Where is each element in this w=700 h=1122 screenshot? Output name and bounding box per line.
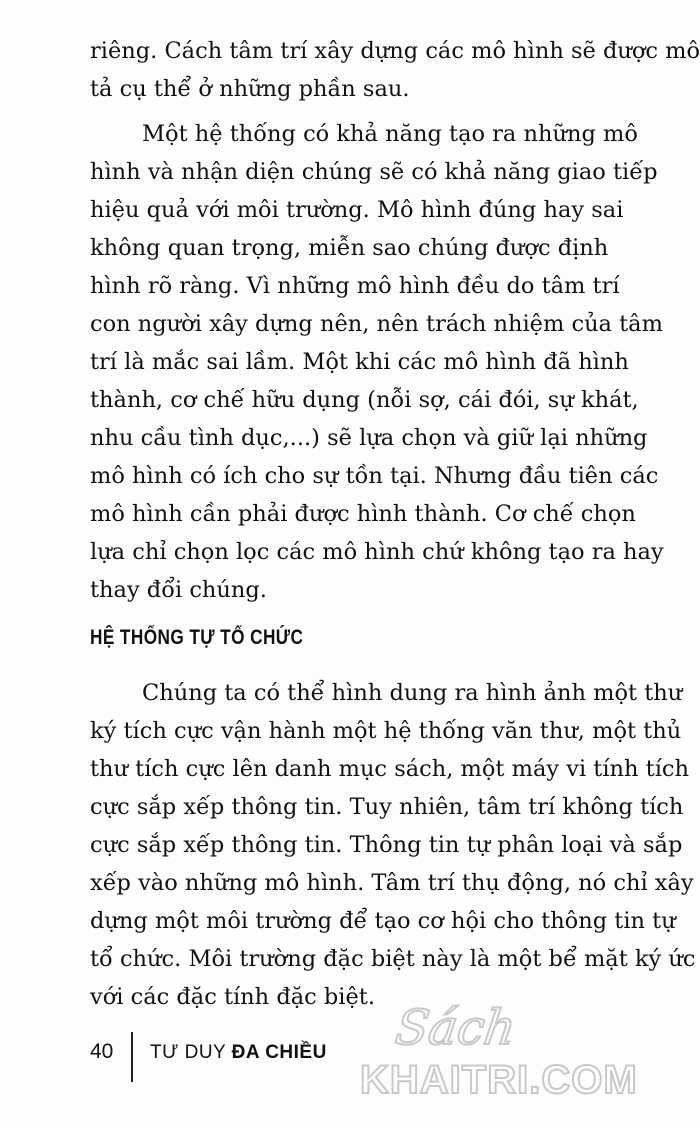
watermark-logo	[360, 1000, 690, 1118]
text-line: thay đổi chúng.	[90, 577, 267, 603]
text-line: cực sắp xếp thông tin. Thông tin tự phân loại và sắp	[90, 832, 683, 858]
text-line: thành, cơ chế hữu dụng (nỗi sợ, cái đói, sự khát,	[90, 387, 639, 413]
text-line: tổ chức. Môi trường đặc biệt này là một bể mặt ký ức	[90, 946, 696, 972]
text-line: với các đặc tính đặc biệt.	[90, 984, 375, 1010]
text-line: hình và nhận diện chúng sẽ có khả năng giao tiếp	[90, 159, 658, 185]
text-line: con người xây dựng nên, nên trách nhiệm của tâm	[90, 311, 663, 337]
running-title	[150, 1042, 327, 1064]
text-line: riêng. Cách tâm trí xây dựng các mô hình sẽ được mô	[90, 38, 700, 64]
text-line: lựa chỉ chọn lọc các mô hình chứ không tạo ra hay	[90, 539, 664, 565]
text-line: thư tích cực lên danh mục sách, một máy vi tính tích	[90, 756, 689, 782]
section-heading: HỆ THỐNG TỰ TỔ CHỨC	[90, 626, 304, 649]
text-line: xếp vào những mô hình. Tâm trí thụ động, nó chỉ xây	[90, 870, 694, 896]
text-line: tả cụ thể ở những phần sau.	[90, 76, 410, 102]
watermark-script: Sách	[392, 1000, 520, 1056]
text-line: cực sắp xếp thông tin. Tuy nhiên, tâm trí không tích	[90, 794, 684, 820]
text-line: trí là mắc sai lầm. Một khi các mô hình đã hình	[90, 349, 629, 375]
running-title-bold: ĐA CHIỀU	[231, 1042, 327, 1063]
text-line: mô hình có ích cho sự tồn tại. Nhưng đầu tiên các	[90, 463, 659, 489]
footer-divider	[131, 1032, 133, 1082]
text-line: dựng một môi trường để tạo cơ hội cho thông tin tự	[90, 908, 676, 934]
text-line: hình rõ ràng. Vì những mô hình đều do tâm trí	[90, 273, 620, 299]
text-line: Chúng ta có thể hình dung ra hình ảnh một thư	[142, 680, 683, 706]
text-line: ký tích cực vận hành một hệ thống văn thư, một thủ	[90, 718, 682, 744]
running-title-plain: TƯ DUY	[150, 1042, 232, 1063]
text-line: Một hệ thống có khả năng tạo ra những mô	[142, 121, 638, 147]
text-line: hiệu quả với môi trường. Mô hình đúng hay sai	[90, 197, 624, 223]
watermark-brand: KHAITRI.COM	[360, 1058, 638, 1102]
page-number: 40	[90, 1040, 114, 1063]
text-line: nhu cầu tình dục,...) sẽ lựa chọn và giữ lại những	[90, 425, 648, 451]
text-line: không quan trọng, miễn sao chúng được định	[90, 235, 609, 261]
text-line: mô hình cần phải được hình thành. Cơ chế chọn	[90, 501, 636, 527]
